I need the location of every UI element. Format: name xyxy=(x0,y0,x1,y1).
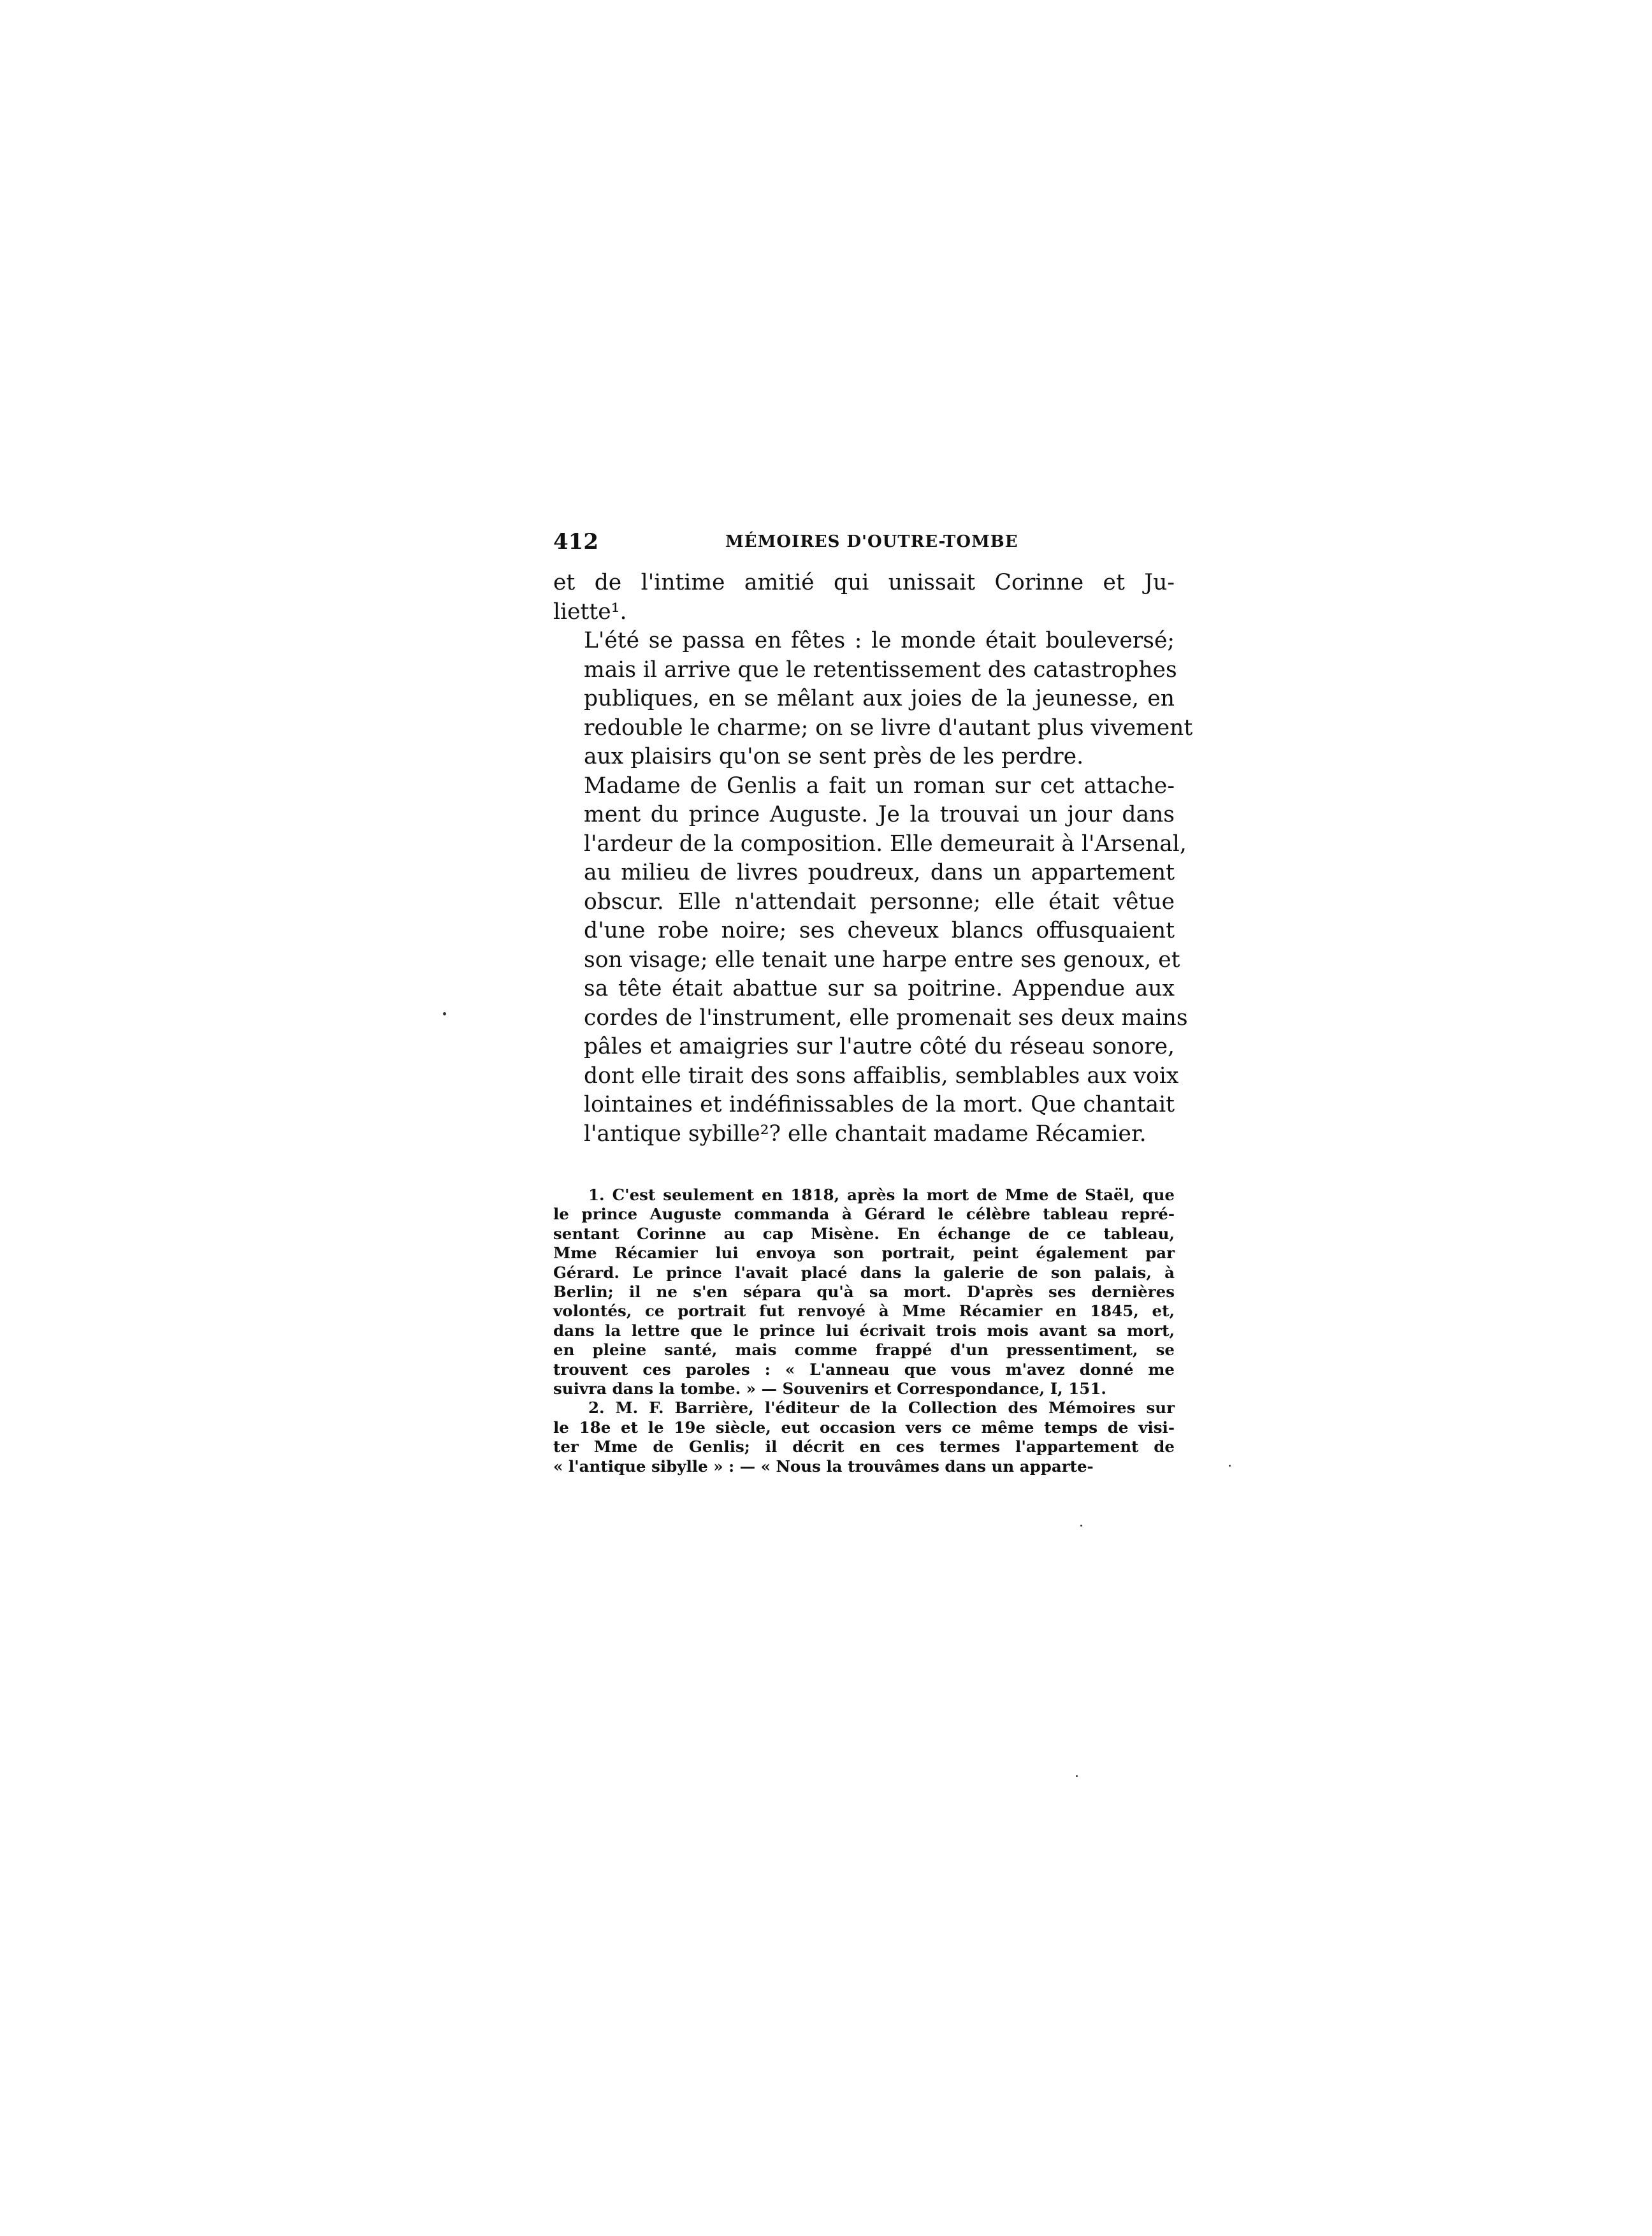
scan-speck xyxy=(1080,1525,1082,1527)
body-line: l'ardeur de la composition. Elle demeurait à l'Arsenal, xyxy=(584,831,1187,857)
body-line: cordes de l'instrument, elle promenait ses deux mains xyxy=(584,1005,1188,1031)
body-text xyxy=(553,569,1193,1149)
body-line: ment du prince Auguste. Je la trouvai un jour dans xyxy=(584,802,1175,827)
scan-speck xyxy=(1076,1775,1078,1777)
body-line: son visage; elle tenait une harpe entre ses genoux, et xyxy=(584,947,1180,973)
body-paragraph xyxy=(553,772,1188,1149)
body-line: redouble le charme; on se livre d'autant plus vivement xyxy=(584,715,1193,741)
body-line: sa tête était abattue sur sa poitrine. Appendue aux xyxy=(584,976,1175,1001)
footnote-1 xyxy=(553,1186,1175,1398)
scan-speck xyxy=(1229,1465,1231,1467)
footnotes xyxy=(553,1186,1175,1476)
body-line: mais il arrive que le retentissement des catastrophes xyxy=(584,657,1177,683)
body-line: publiques, en se mêlant aux joies de la jeunesse, en xyxy=(584,686,1175,711)
body-line: au milieu de livres poudreux, dans un appartement xyxy=(584,860,1175,885)
footnote-line: le prince Auguste commanda à Gérard le célèbre tableau repré- xyxy=(553,1205,1175,1224)
footnote-line: « l'antique sibylle » : — « Nous la trouvâmes dans un apparte- xyxy=(553,1456,1094,1476)
footnote-line: 1. C'est seulement en 1818, après la mort de Mme de Staël, que xyxy=(588,1186,1175,1204)
body-line: lointaines et indéfinissables de la mort. Que chantait xyxy=(584,1092,1175,1117)
body-paragraph xyxy=(553,569,1175,627)
footnote-line: Gérard. Le prince l'avait placé dans la galerie de son palais, à xyxy=(553,1263,1175,1282)
footnote-line: volontés, ce portrait fut renvoyé à Mme Récamier en 1845, et, xyxy=(553,1302,1175,1321)
footnote-line: trouvent ces paroles : « L'anneau que vous m'avez donné me xyxy=(553,1360,1175,1379)
footnote-2 xyxy=(553,1398,1175,1476)
running-head xyxy=(553,523,1175,561)
body-line: liette¹. xyxy=(553,599,627,625)
body-line: L'été se passa en fêtes : le monde était bouleversé; xyxy=(584,628,1175,653)
body-line: Madame de Genlis a fait un roman sur cet attache- xyxy=(584,773,1175,799)
body-line: l'antique sybille²? elle chantait madame Récamier. xyxy=(584,1121,1147,1147)
footnote-line: suivra dans la tombe. » — Souvenirs et Correspondance, I, 151. xyxy=(553,1379,1106,1398)
body-line: aux plaisirs qu'on se sent près de les perdre. xyxy=(584,744,1084,769)
running-head-title: MÉMOIRES D'OUTRE-TOMBE xyxy=(725,532,1018,551)
footnote-line: ter Mme de Genlis; il décrit en ces termes l'appartement de xyxy=(553,1437,1175,1456)
body-line: dont elle tirait des sons affaiblis, semblables aux voix xyxy=(584,1063,1179,1089)
book-page xyxy=(553,523,1193,1476)
footnote-line: dans la lettre que le prince lui écrivait trois mois avant sa mort, xyxy=(553,1321,1175,1340)
footnote-line: Mme Récamier lui envoya son portrait, peint également par xyxy=(553,1244,1175,1263)
body-paragraph xyxy=(553,627,1193,772)
footnote-line: 2. M. F. Barrière, l'éditeur de la Collection des Mémoires sur xyxy=(588,1398,1175,1418)
scan-speck xyxy=(443,1012,446,1015)
body-line: pâles et amaigries sur l'autre côté du réseau sonore, xyxy=(584,1034,1175,1059)
footnote-line: Berlin; il ne s'en sépara qu'à sa mort. D'après ses dernières xyxy=(553,1282,1175,1302)
body-line: d'une robe noire; ses cheveux blancs offusquaient xyxy=(584,918,1175,943)
footnote-line: en pleine santé, mais comme frappé d'un pressentiment, se xyxy=(553,1340,1175,1360)
footnote-line: le 18e et le 19e siècle, eut occasion vers ce même temps de visi- xyxy=(553,1418,1175,1437)
body-line: obscur. Elle n'attendait personne; elle était vêtue xyxy=(584,889,1175,915)
body-line: et de l'intime amitié qui unissait Corinne et Ju- xyxy=(553,570,1175,595)
page-number: 412 xyxy=(553,529,598,555)
footnote-line: sentant Corinne au cap Misène. En échange de ce tableau, xyxy=(553,1224,1175,1243)
